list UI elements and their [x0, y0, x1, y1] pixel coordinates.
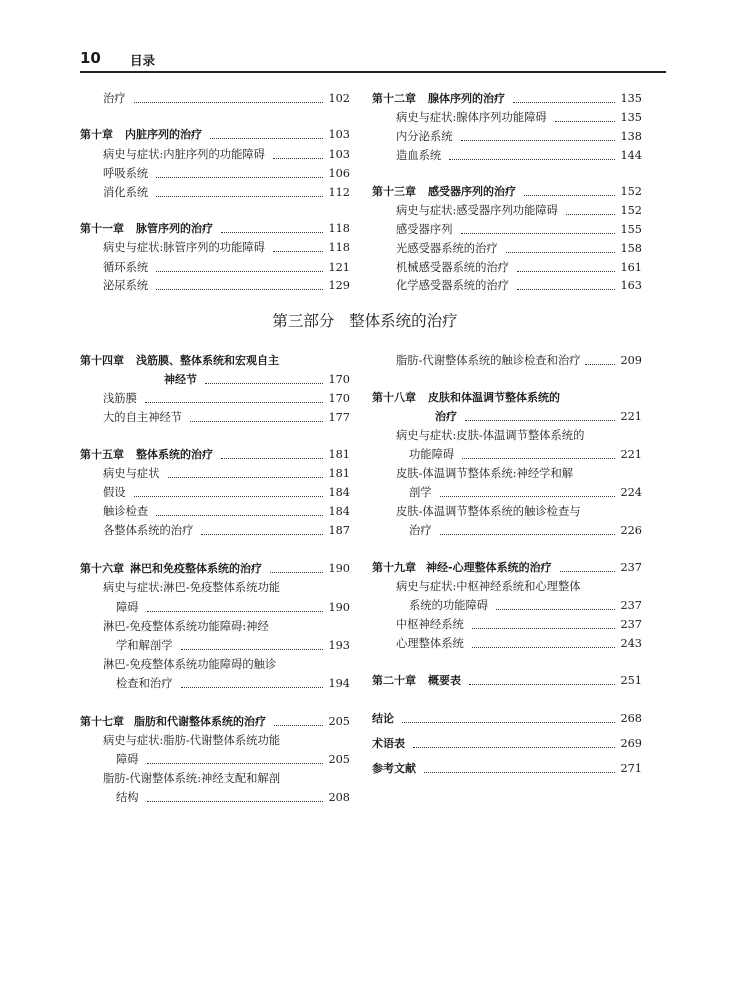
toc-entry-continued: 学和解剖学 193: [116, 639, 350, 652]
toc-chapter-entry: 第十章 内脏序列的治疗 103: [80, 128, 350, 141]
toc-entry: 皮肤-体温调节整体系统的触诊检查与: [396, 505, 581, 518]
toc-entry: 淋巴-免疫整体系统功能障碍:神经: [103, 620, 269, 633]
toc-entry: 循环系统 121: [103, 261, 350, 274]
toc-entry: 内分泌系统 138: [396, 130, 642, 143]
toc-backmatter-entry: 结论 268: [372, 712, 642, 725]
toc-chapter-entry: 第十二章 腺体序列的治疗 135: [372, 92, 642, 105]
toc-entry-continued: 检查和治疗 194: [116, 677, 350, 690]
toc-chapter-entry: 第十九章 神经-心理整体系统的治疗 237: [372, 561, 642, 574]
toc-entry: 心理整体系统 243: [396, 637, 642, 650]
toc-entry: 呼吸系统 106: [103, 167, 350, 180]
toc-entry: 病史与症状:脉管序列的功能障碍 118: [103, 241, 350, 254]
toc-entry: 病史与症状:内脏序列的功能障碍 103: [103, 148, 350, 161]
running-title: 目录: [130, 53, 156, 68]
toc-entry: 病史与症状:中枢神经系统和心理整体: [396, 580, 581, 593]
toc-entry: 皮肤-体温调节整体系统:神经学和解: [396, 467, 574, 480]
toc-entry: 脂肪-代谢整体系统的触诊检查和治疗 209: [396, 354, 642, 367]
toc-entry-continued: 结构 208: [116, 791, 350, 804]
toc-entry-continued: 障碍 205: [116, 753, 350, 766]
toc-entry: 病史与症状:淋巴-免疫整体系统功能: [103, 581, 281, 594]
toc-entry: 泌尿系统 129: [103, 279, 350, 292]
part-name: 整体系统的治疗: [349, 312, 458, 330]
part-label: 第三部分: [272, 312, 335, 330]
toc-entry: 感受器序列 155: [396, 223, 642, 236]
toc-entry: 假设 184: [103, 486, 350, 499]
toc-entry: 病史与症状:感受器序列功能障碍 152: [396, 204, 642, 217]
toc-chapter-entry-continued: 神经节 170: [164, 373, 350, 386]
toc-chapter-entry: 第十四章 浅筋膜、整体系统和宏观自主: [80, 354, 279, 367]
toc-entry: 消化系统 112: [103, 186, 350, 199]
toc-entry: 机械感受器系统的治疗 161: [396, 261, 642, 274]
toc-entry: 治疗 102: [103, 92, 350, 105]
page-number: 10: [80, 49, 101, 67]
toc-entry: 病史与症状:脂肪-代谢整体系统功能: [103, 734, 281, 747]
header-rule: [80, 71, 666, 73]
toc-entry: 中枢神经系统 237: [396, 618, 642, 631]
toc-chapter-entry: 第十八章 皮肤和体温调节整体系统的: [372, 391, 560, 404]
toc-chapter-entry: 第十三章 感受器序列的治疗 152: [372, 185, 642, 198]
toc-chapter-entry: 第二十章 概要表 251: [372, 674, 642, 687]
toc-chapter-entry: 第十六章 淋巴和免疫整体系统的治疗 190: [80, 562, 350, 575]
toc-entry: 病史与症状 181: [103, 467, 350, 480]
toc-entry: 化学感受器系统的治疗 163: [396, 279, 642, 292]
toc-chapter-entry: 第十一章 脉管序列的治疗 118: [80, 222, 350, 235]
toc-entry-continued: 治疗 226: [409, 524, 642, 537]
toc-entry: 脂肪-代谢整体系统:神经支配和解剖: [103, 772, 281, 785]
toc-chapter-entry: 第十七章 脂肪和代谢整体系统的治疗 205: [80, 715, 350, 728]
toc-entry-continued: 剖学 224: [409, 486, 642, 499]
toc-entry: 光感受器系统的治疗 158: [396, 242, 642, 255]
toc-entry: 病史与症状:皮肤-体温调节整体系统的: [396, 429, 585, 442]
toc-entry: 造血系统 144: [396, 149, 642, 162]
toc-entry: 大的自主神经节 177: [103, 411, 350, 424]
toc-entry: 触诊检查 184: [103, 505, 350, 518]
toc-backmatter-entry: 术语表 269: [372, 737, 642, 750]
toc-backmatter-entry: 参考文献 271: [372, 762, 642, 775]
toc-chapter-entry-continued: 治疗 221: [435, 410, 642, 423]
toc-entry: 各整体系统的治疗 187: [103, 524, 350, 537]
toc-entry: 淋巴-免疫整体系统功能障碍的触诊: [103, 658, 277, 671]
page-header: [80, 49, 666, 71]
toc-entry-continued: 障碍 190: [116, 601, 350, 614]
part-title: [0, 309, 730, 331]
toc-chapter-entry: 第十五章 整体系统的治疗 181: [80, 448, 350, 461]
toc-entry-continued: 功能障碍 221: [409, 448, 642, 461]
toc-entry-continued: 系统的功能障碍 237: [409, 599, 642, 612]
toc-entry: 病史与症状:腺体序列功能障碍 135: [396, 111, 642, 124]
toc-entry: 浅筋膜 170: [103, 392, 350, 405]
